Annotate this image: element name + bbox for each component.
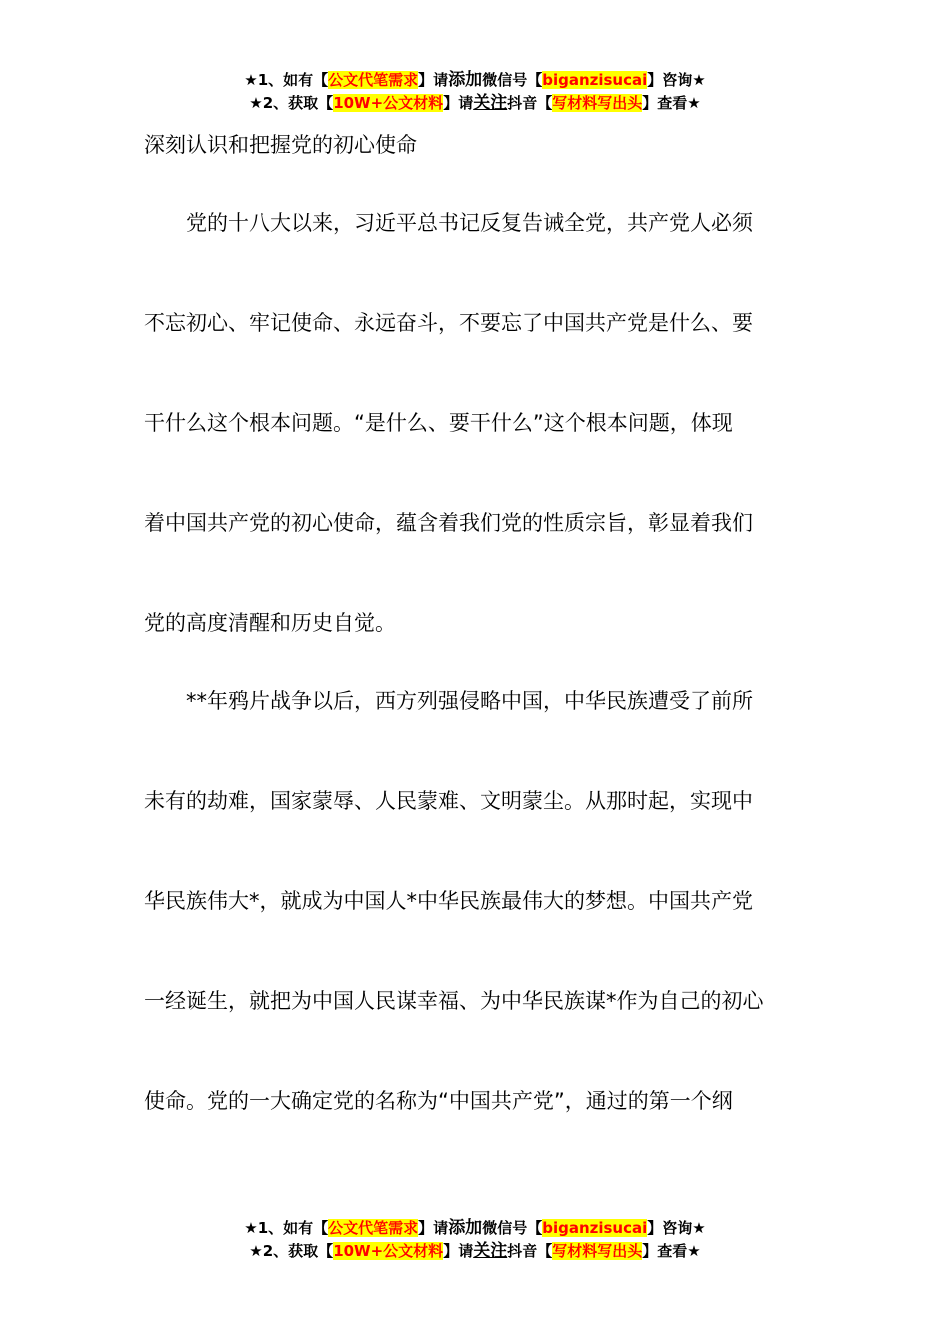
banner-text: 】请 (418, 71, 449, 89)
body-line: 党的十八大以来，习近平总书记反复告诫全党，共产党人必须 (144, 211, 753, 235)
highlight-materials: 10W+公文材料 (333, 94, 444, 112)
highlight-materials: 10W+公文材料 (333, 1242, 444, 1260)
body-line: **年鸦片战争以后，西方列强侵略中国，中华民族遭受了前所 (144, 689, 753, 713)
banner-text: 】咨询★ (647, 1219, 706, 1237)
banner-text: 】查看★ (642, 94, 701, 112)
banner-text: 】请 (418, 1219, 449, 1237)
highlight-service: 公文代笔需求 (328, 1219, 419, 1237)
banner-text: 】咨询★ (647, 71, 706, 89)
body-line: 一经诞生，就把为中国人民谋幸福、为中华民族谋*作为自己的初心 (144, 989, 764, 1013)
banner-text: 】查看★ (642, 1242, 701, 1260)
banner-text: 】请 (443, 1242, 474, 1260)
body-line: 使命。党的一大确定党的名称为“中国共产党”，通过的第一个纲 (144, 1089, 733, 1113)
body-line: 华民族伟大*，就成为中国人*中华民族最伟大的梦想。中国共产党 (144, 889, 753, 913)
highlight-service: 公文代笔需求 (328, 71, 419, 89)
banner-text: 】请 (443, 94, 474, 112)
banner-text: ★2、获取【 (249, 1242, 334, 1260)
highlight-wechat-id: biganzisucai (542, 1219, 648, 1237)
banner-line-1 (0, 1217, 950, 1240)
highlight-douyin-id: 写材料写出头 (552, 1242, 643, 1260)
banner-text: ★1、如有【 (244, 71, 329, 89)
body-line: 未有的劫难，国家蒙辱、人民蒙难、文明蒙尘。从那时起，实现中 (144, 789, 753, 813)
banner-text: 微信号【 (482, 1219, 543, 1237)
document-title: 深刻认识和把握党的初心使命 (144, 133, 417, 157)
banner-text: 抖音【 (507, 94, 553, 112)
footer-banner (0, 1217, 950, 1263)
banner-text: ★2、获取【 (249, 94, 334, 112)
banner-emphasis: 关注 (473, 93, 508, 113)
banner-line-2 (0, 92, 950, 115)
banner-line-2 (0, 1240, 950, 1263)
body-line: 党的高度清醒和历史自觉。 (144, 611, 396, 635)
banner-text: 微信号【 (482, 71, 543, 89)
header-banner (0, 69, 950, 115)
body-line: 不忘初心、牢记使命、永远奋斗，不要忘了中国共产党是什么、要 (144, 311, 753, 335)
highlight-wechat-id: biganzisucai (542, 71, 648, 89)
banner-text: ★1、如有【 (244, 1219, 329, 1237)
banner-emphasis: 添加 (448, 70, 483, 90)
banner-emphasis: 添加 (448, 1218, 483, 1238)
body-line: 着中国共产党的初心使命，蕴含着我们党的性质宗旨，彰显着我们 (144, 511, 753, 535)
body-line: 干什么这个根本问题。“是什么、要干什么”这个根本问题，体现 (144, 411, 733, 435)
highlight-douyin-id: 写材料写出头 (552, 94, 643, 112)
banner-emphasis: 关注 (473, 1241, 508, 1261)
banner-line-1 (0, 69, 950, 92)
banner-text: 抖音【 (507, 1242, 553, 1260)
